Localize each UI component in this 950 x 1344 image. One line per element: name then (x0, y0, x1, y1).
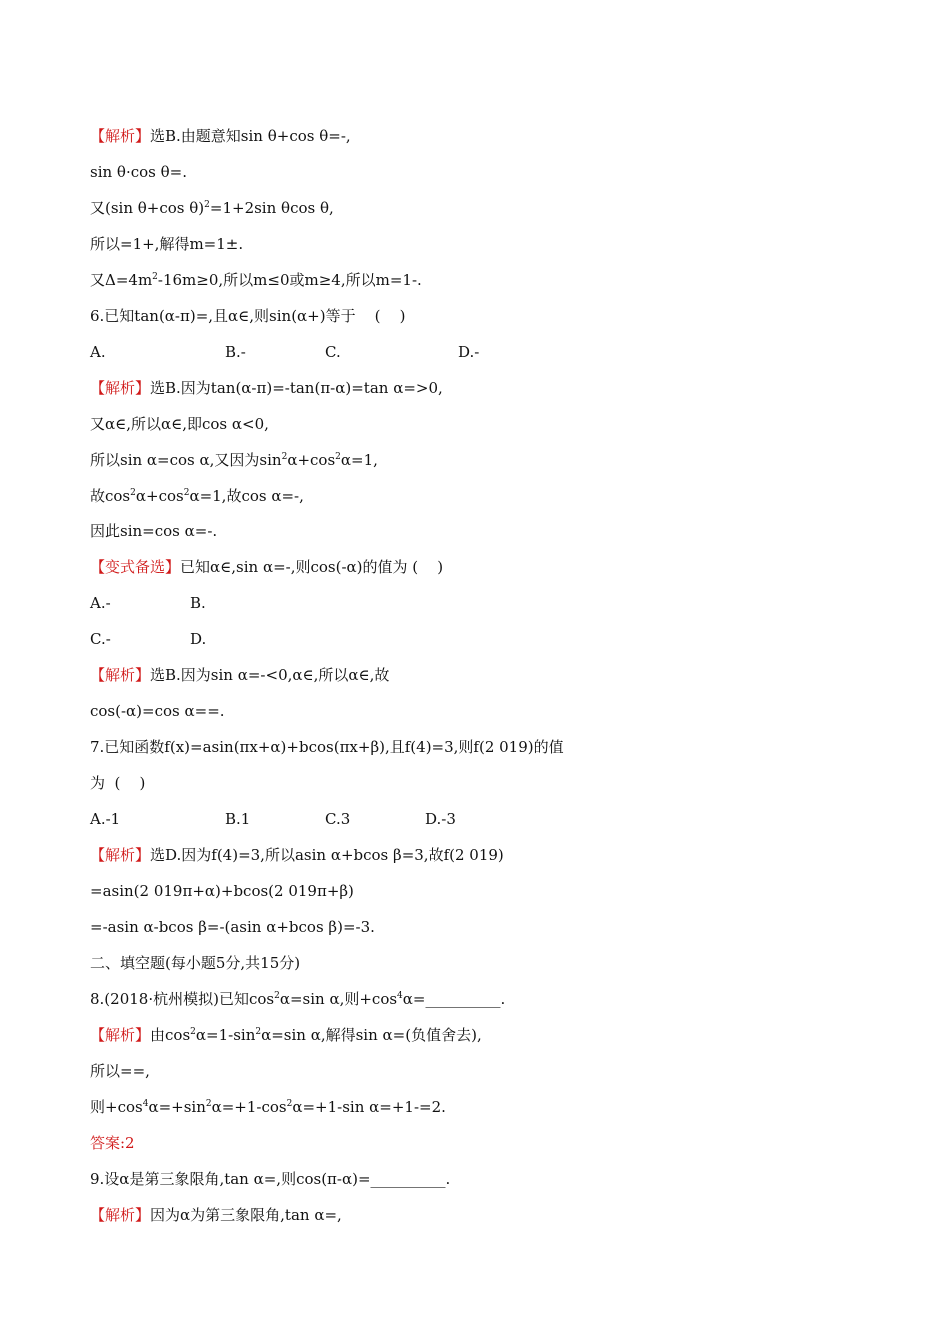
text-line (90, 699, 225, 723)
line-text: 所以==, (90, 1062, 150, 1080)
analysis-tag: 【解析】 (90, 127, 151, 145)
line-text: 又α∈,所以α∈,即cos α<0, (90, 415, 269, 433)
line-text: 6.已知tan(α-π)=,且α∈,则sin(α+)等于 ( ) (90, 307, 406, 325)
text-line (90, 1131, 135, 1155)
line-text: 选D.因为f(4)=3,所以asin α+bcos β=3,故f(2 019) (150, 846, 504, 864)
text-line (90, 484, 304, 508)
text-line (90, 915, 375, 939)
option-choice: B.- (225, 343, 246, 361)
option-choice: C.3 (325, 810, 351, 828)
text-line (90, 843, 504, 867)
line-text: 由$\cos^2\alpha=1-\sin^2\alpha=\sin$ α,解得sin α=(负值舍去), (150, 1026, 482, 1044)
text-line (90, 340, 790, 364)
text-line (90, 735, 564, 759)
text-line (90, 555, 443, 579)
option-choice: B.1 (225, 810, 251, 828)
line-text: 7.已知函数f(x)=asin(πx+α)+bcos(πx+β),且f(4)=3,则f(2 019)的值 (90, 738, 564, 756)
text-line (90, 124, 351, 148)
text-line (90, 663, 389, 687)
text-line (90, 1203, 342, 1227)
text-line (90, 376, 443, 400)
text-line (90, 196, 334, 220)
text-line (90, 771, 145, 795)
analysis-tag: 【解析】 (90, 846, 151, 864)
line-text: 8.(2018·杭州模拟)已知$\cos^2\alpha=\sin$ α,则$+\cos^4\alpha=\_\_\_\_\_\_\_\_\_\_$. (90, 990, 506, 1008)
option-choice: D.-3 (425, 810, 456, 828)
option-choice: B. (190, 594, 206, 612)
line-text: 故$\cos^2\alpha+\cos^2\alpha=1$,故cos α=-, (90, 487, 304, 505)
line-text: 所以=1+,解得m=1±. (90, 235, 244, 253)
text-line (90, 160, 187, 184)
option-choice: D.- (458, 343, 480, 361)
line-text: 二、填空题(每小题5分,共15分) (90, 954, 301, 972)
line-text: cos(-α)=cos α==. (90, 702, 225, 720)
text-line (90, 448, 378, 472)
line-text: 选B.由题意知sin θ+cos θ=-, (150, 127, 351, 145)
option-choice: A.-1 (90, 810, 121, 828)
text-line (90, 879, 354, 903)
line-text: 所以sin α=cos α,又因为$\sin^2\alpha+\cos^2\alpha=1$, (90, 451, 378, 469)
text-line (90, 519, 217, 543)
line-text: 则$+\cos^4\alpha=+\sin^2\alpha=+1-\cos^2\alpha=+1-\sin$ α=+1-=2. (90, 1098, 446, 1116)
text-line (90, 268, 422, 292)
analysis-tag: 【解析】 (90, 1206, 151, 1224)
analysis-tag: 【解析】 (90, 379, 151, 397)
line-text: 因为α为第三象限角,tan α=, (150, 1206, 342, 1224)
option-choice: A.- (90, 594, 111, 612)
line-text: =-asin α-bcos β=-(asin α+bcos β)=-3. (90, 918, 375, 936)
line-text: sin θ·cos θ=. (90, 163, 187, 181)
option-choice: C. (325, 343, 341, 361)
text-line (90, 1023, 482, 1047)
text-line (90, 987, 505, 1011)
text-line (90, 807, 790, 831)
line-text: 又(sin θ+cos θ)$^2$=1+2sin θcos θ, (90, 199, 334, 217)
text-line (90, 1095, 446, 1119)
line-text: 又$\Delta=4m^2-16m\ge 0$,所以m≤0或m≥4,所以m=1-. (90, 271, 422, 289)
line-text: 为 ( ) (90, 774, 146, 792)
line-text: 因此sin=cos α=-. (90, 522, 218, 540)
option-choice: C.- (90, 630, 111, 648)
text-line (90, 1059, 150, 1083)
line-text: 选B.因为tan(α-π)=-tan(π-α)=tan α=>0, (150, 379, 443, 397)
analysis-tag: 【解析】 (90, 666, 151, 684)
line-text: 已知α∈,sin α=-,则cos(-α)的值为 ( ) (180, 558, 444, 576)
text-line (90, 304, 405, 328)
line-text: =asin(2 019π+α)+bcos(2 019π+β) (90, 882, 354, 900)
text-line (90, 591, 790, 615)
text-line (90, 1167, 450, 1191)
text-line (90, 232, 243, 256)
option-choice: D. (190, 630, 207, 648)
answer-text: 答案:2 (90, 1134, 135, 1152)
line-text: 9.设α是第三象限角,tan α=,则cos(π-α)=__________. (90, 1170, 451, 1188)
analysis-tag: 【解析】 (90, 1026, 151, 1044)
text-line (90, 412, 269, 436)
text-line (90, 951, 300, 975)
text-line (90, 627, 790, 651)
option-choice: A. (90, 343, 106, 361)
line-text: 选B.因为sin α=-<0,α∈,所以α∈,故 (150, 666, 390, 684)
analysis-tag: 【变式备选】 (90, 558, 181, 576)
